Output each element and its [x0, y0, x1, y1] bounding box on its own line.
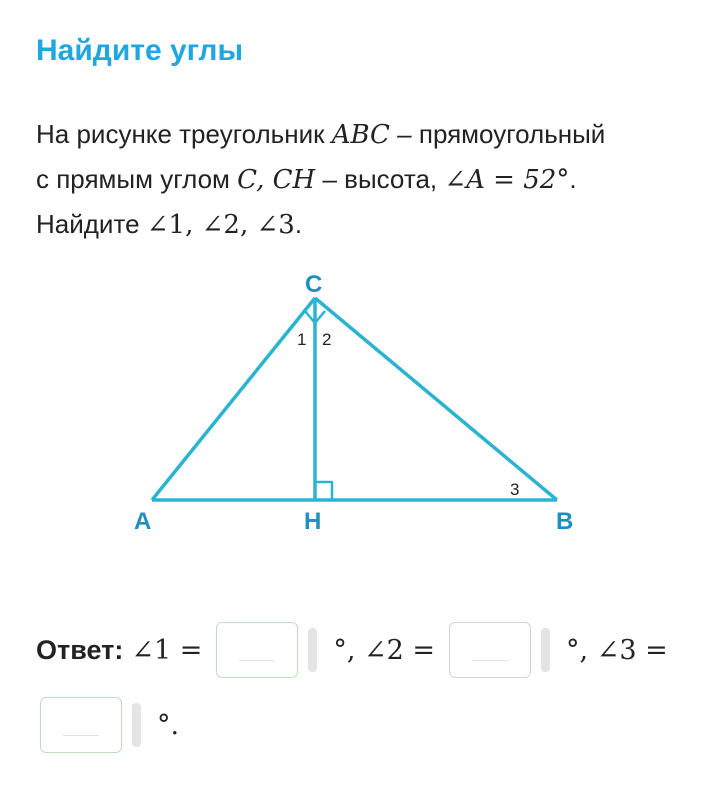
problem-line-1: На рисунке треугольник ABC – прямоугольный: [36, 119, 606, 150]
angle1-drag-handle[interactable]: [308, 628, 317, 672]
answer-row-2: [40, 697, 179, 753]
triangle-lines: [152, 298, 557, 500]
angle-label-3: 3: [510, 480, 520, 499]
angle-label-2: 2: [322, 330, 332, 349]
answer-row-1: [36, 622, 668, 678]
angle2-prefix: °, ∠2 =: [333, 634, 436, 666]
angle1-input[interactable]: [216, 622, 298, 678]
vertex-label-b: B: [556, 508, 574, 535]
answer-label: Ответ:: [36, 634, 124, 665]
side-cb: [315, 298, 557, 500]
vertex-label-c: C: [305, 271, 323, 298]
problem-line-2: с прямым углом C, CH – высота, ∠A = 52°.: [36, 164, 577, 195]
angle3-input[interactable]: [40, 697, 122, 753]
angle3-prefix: °, ∠3 =: [566, 634, 668, 666]
triangle-figure: [120, 265, 600, 545]
side-ac: [152, 298, 315, 500]
problem-text: [36, 112, 696, 247]
angle2-drag-handle[interactable]: [541, 628, 550, 672]
angle3-drag-handle[interactable]: [132, 703, 141, 747]
angle1-prefix: ∠1 =: [131, 634, 203, 666]
problem-line-3: Найдите ∠1, ∠2, ∠3.: [36, 209, 303, 240]
angle-label-1: 1: [297, 330, 307, 349]
vertex-label-a: A: [134, 508, 152, 535]
right-angle-h-mark: [315, 482, 332, 500]
angle2-input[interactable]: [449, 622, 531, 678]
vertex-label-h: H: [304, 508, 322, 535]
page-title: Найдите углы: [36, 34, 244, 67]
angle3-suffix: °.: [157, 709, 180, 741]
